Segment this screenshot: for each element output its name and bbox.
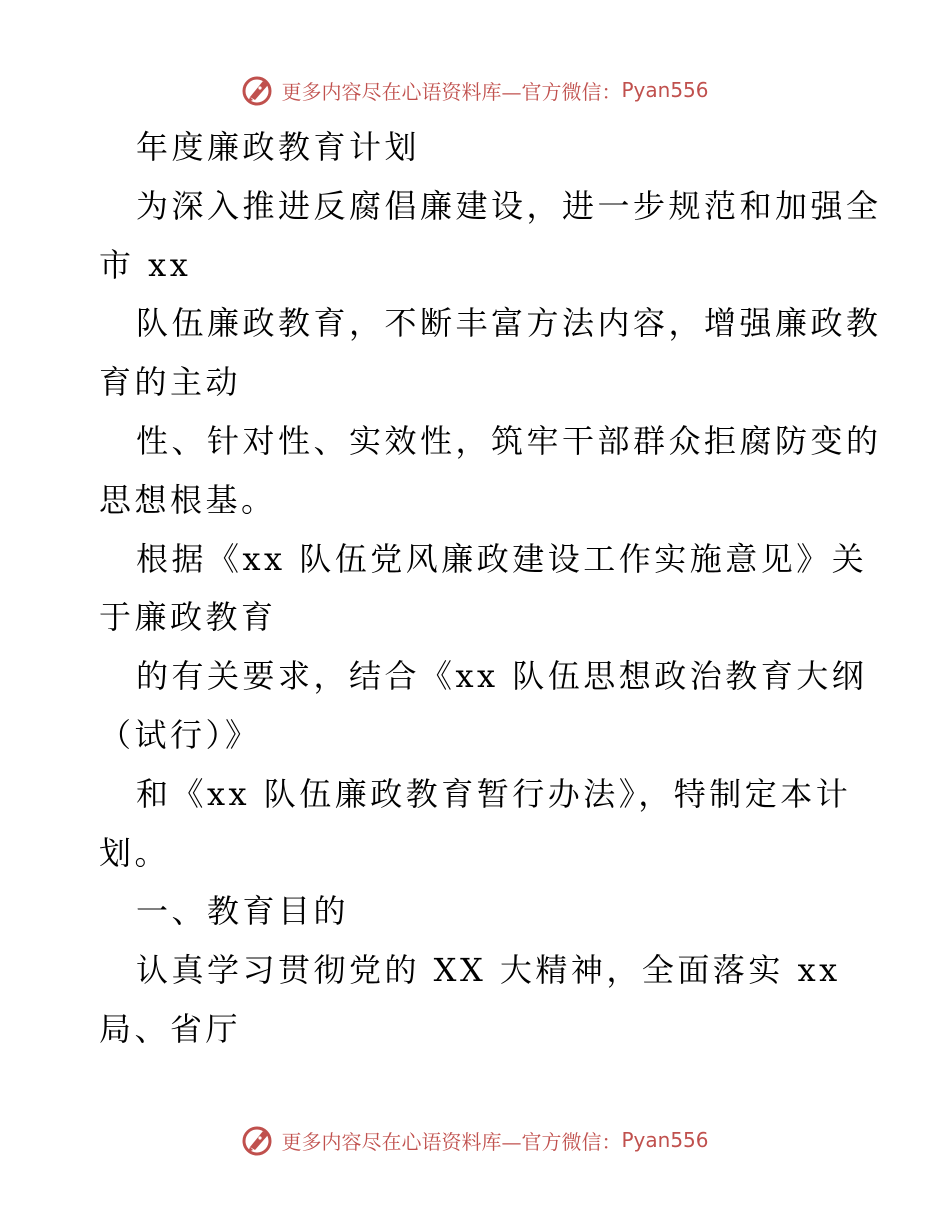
paragraph-line: 市 xx	[99, 245, 192, 284]
document-body	[99, 118, 882, 1059]
paragraph-line: 和《xx 队伍廉政教育暂行办法》，特制定本计	[136, 774, 852, 813]
paragraph-line: 认真学习贯彻党的 XX 大精神，全面落实 xx	[136, 951, 841, 990]
paragraph-line: 于廉政教育	[99, 598, 277, 637]
paragraph-line: 性、针对性、实效性，筑牢干部群众拒腐防变的	[136, 421, 882, 460]
footer-banner	[0, 1120, 950, 1160]
paragraph-line: 局、省厅	[99, 1009, 242, 1048]
section-heading: 一、教育目的	[136, 892, 350, 931]
footer-banner-wechat-id: Pyan556	[621, 1128, 709, 1152]
pen-nib-logo-icon	[241, 1123, 275, 1157]
paragraph-line: 划。	[99, 833, 171, 872]
paragraph-line: 为深入推进反腐倡廉建设，进一步规范和加强全	[136, 186, 882, 225]
footer-banner-text: 更多内容尽在心语资料库—官方微信：	[281, 1129, 622, 1154]
pen-nib-logo-icon	[241, 73, 275, 107]
paragraph-line: 的有关要求，结合《xx 队伍思想政治教育大纲	[136, 657, 868, 696]
document-title: 年度廉政教育计划	[136, 128, 421, 166]
paragraph-line: 思想根基。	[99, 480, 277, 519]
header-banner-wechat-id: Pyan556	[621, 78, 709, 102]
header-banner-text: 更多内容尽在心语资料库—官方微信：	[281, 79, 622, 104]
paragraph-line: （试行）》	[99, 715, 261, 754]
paragraph-line: 队伍廉政教育，不断丰富方法内容，增强廉政教	[136, 304, 882, 343]
header-banner	[0, 70, 950, 110]
paragraph-line: 根据《xx 队伍党风廉政建设工作实施意见》关	[136, 539, 868, 578]
paragraph-line: 育的主动	[99, 363, 242, 402]
